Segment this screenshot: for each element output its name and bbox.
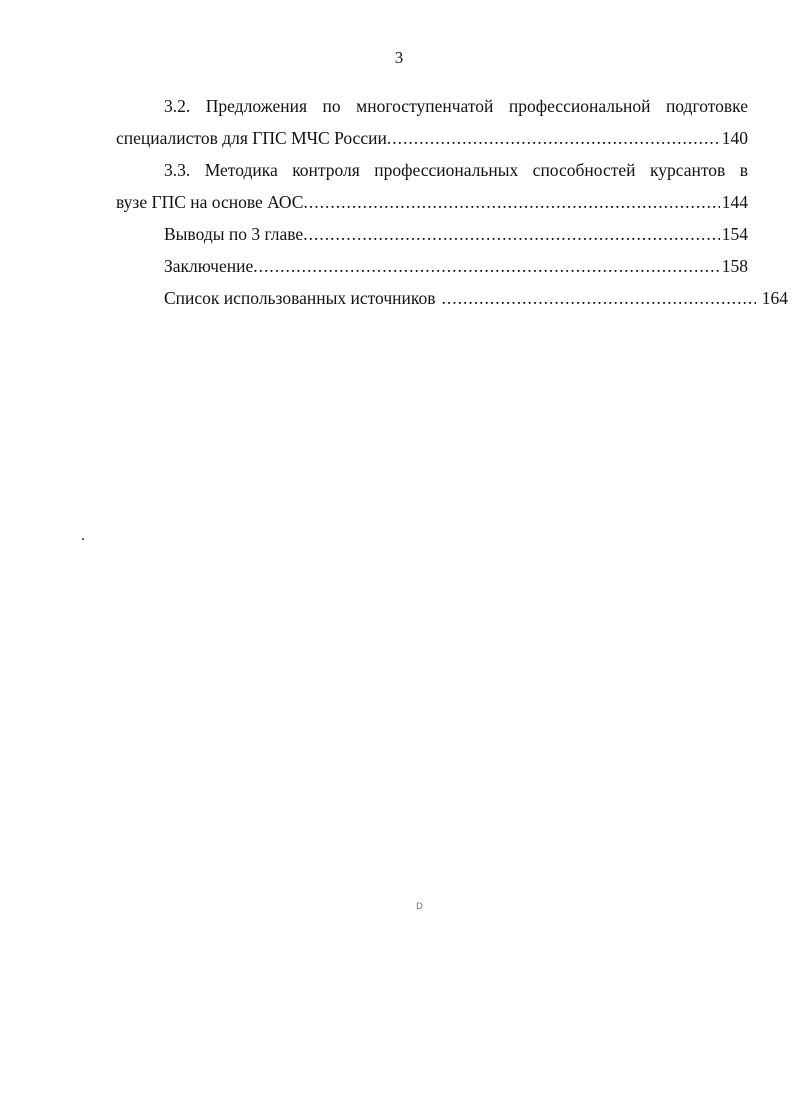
toc-entry-title-line: 3.2. Предложения по многоступенчатой профессиональной подготовке	[164, 96, 748, 116]
toc-entry-title: Список использованных источников	[164, 288, 436, 308]
toc-page-number: 144	[721, 192, 748, 212]
toc-entry-title-line: 3.3. Методика контроля профессиональных способностей курсантов в	[164, 160, 748, 180]
toc-entry-last-line	[116, 186, 748, 218]
toc-page-number: 164	[761, 288, 788, 308]
toc-entry-last-line	[116, 122, 748, 154]
toc-page-number: 140	[721, 128, 748, 148]
dot-leader	[436, 282, 756, 314]
toc-entry-references	[116, 282, 788, 314]
dot-leader	[387, 122, 720, 154]
table-of-contents	[116, 90, 788, 314]
toc-entry-3-3	[116, 154, 748, 218]
toc-page-number: 154	[721, 224, 748, 244]
scan-artifact-mark: D	[416, 902, 423, 912]
toc-entry-title: Заключение	[164, 256, 254, 276]
toc-entry-conclusions-ch3	[116, 218, 748, 250]
toc-entry-title-end: специалистов для ГПС МЧС России	[116, 128, 387, 148]
dot-leader	[303, 186, 719, 218]
toc-entry-3-2	[116, 90, 748, 154]
toc-page-number: 158	[721, 256, 748, 276]
dot-leader	[303, 218, 720, 250]
toc-entry-title-end: вузе ГПС на основе АОС	[116, 192, 304, 212]
page-number: 3	[394, 48, 404, 67]
toc-entry-title: Выводы по 3 главе	[164, 224, 304, 244]
dot-leader	[253, 250, 720, 282]
scan-speck	[82, 538, 84, 540]
toc-entry-conclusion	[116, 250, 748, 282]
